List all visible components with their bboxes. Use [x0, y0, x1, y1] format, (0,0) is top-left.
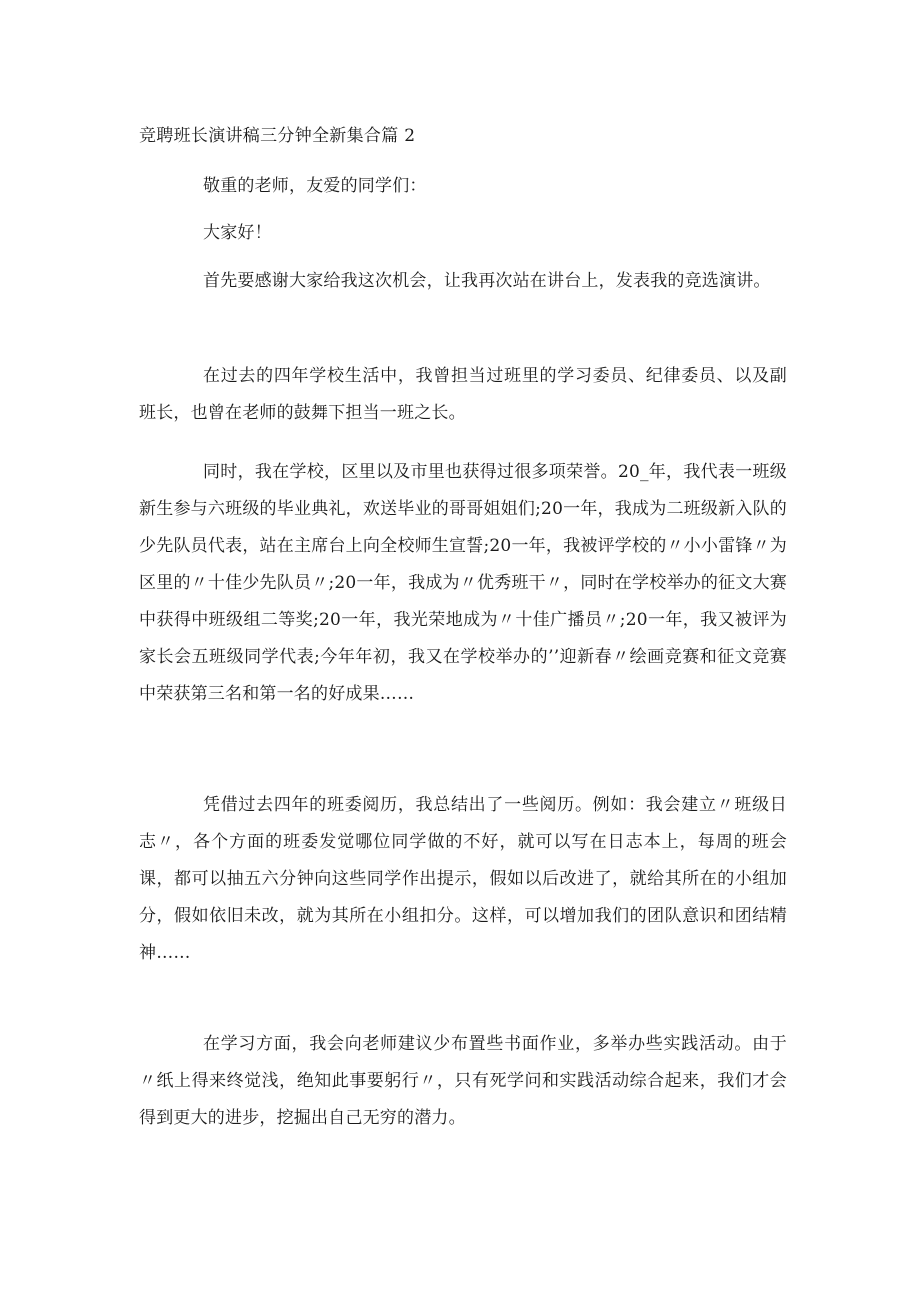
greeting-paragraph: 大家好！	[203, 223, 272, 243]
salutation-paragraph: 敬重的老师，友爱的同学们：	[203, 176, 427, 196]
body-paragraph-experience: 在过去的四年学校生活中，我曾担当过班里的学习委员、纪律委员、以及副班长，也曾在老师的鼓舞下担当一班之长。	[139, 366, 787, 423]
document-title: 竞聘班长演讲稿三分钟全新集合篇 2	[139, 126, 416, 146]
body-paragraph-study: 在学习方面，我会向老师建议少布置些书面作业，多举办些实践活动。由于〃纸上得来终觉浅，绝知此事要躬行〃，只有死学问和实践活动综合起来，我们才会得到更大的进步，挖掘出自己无穷的潜力。	[139, 1034, 787, 1128]
body-paragraph-class-log: 凭借过去四年的班委阅历，我总结出了一些阅历。例如：我会建立〃班级日志〃，各个方面的班委发觉哪位同学做的不好，就可以写在日志本上，每周的班会课，都可以抽五六分钟向这些同学作出提示，假如以后改进了，就给其所在的小组加分，假如依旧未改，就为其所在小组扣分。这样，可以增加我们的团队意识和团结精神……	[139, 795, 787, 963]
body-paragraph-honors: 同时，我在学校，区里以及市里也获得过很多项荣誉。20_年，我代表一班级新生参与六班级的毕业典礼，欢送毕业的哥哥姐姐们;20一年，我成为二班级新入队的少先队员代表，站在主席台上向全校师生宣誓;20一年，我被评学校的〃小小雷锋〃为区里的〃十佳少先队员〃;20一年，我成为〃优秀班干〃，同时在学校举办的征文大赛中获得中班级组二等奖;20一年，我光荣地成为〃十佳广播员〃;20一年，我又被评为家长会五班级同学代表;今年年初，我又在学校举办的’’迎新春〃绘画竞赛和征文竞赛中荣获第三名和第一名的好成果……	[139, 462, 787, 704]
body-paragraph-thanks: 首先要感谢大家给我这次机会，让我再次站在讲台上，发表我的竞选演讲。	[203, 271, 771, 291]
